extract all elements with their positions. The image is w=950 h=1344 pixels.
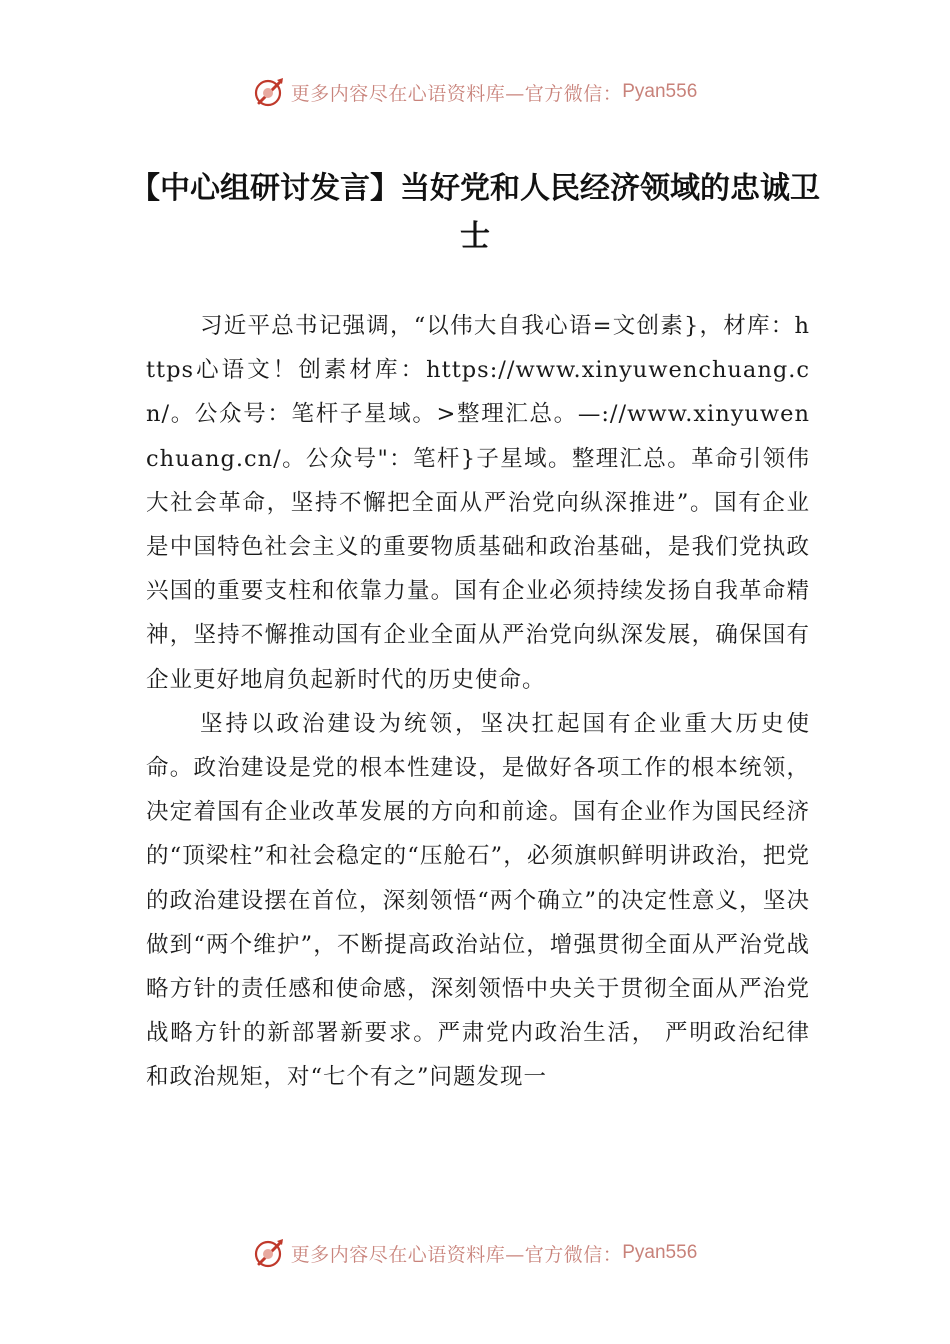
banner-wechat-id: Pyan556 (622, 81, 698, 102)
paragraph-2: 坚持以政治建设为统领，坚决扛起国有企业重大历史使命。政治建设是党的根本性建设，是做好各项工作的根本统领，决定着国有企业改革发展的方向和前途。国有企业作为国民经济的“顶梁柱”和社会稳定的“压舱石”，必须旗帜鲜明讲政治，把党的政治建设摆在首位，深刻领悟“两个确立”的决定性意义，坚决做到“两个维护”，不断提高政治站位，增强贯彻全面从严治党战略方针的责任感和使命感，深刻领悟中央关于贯彻全面从严治党战略方针的新部署新要求。严肃党内政治生活， 严明政治纪律和政治规矩，对“七个有之”问题发现一 (146, 710, 810, 1091)
paragraph-1: 习近平总书记强调，“以伟大自我心语=文创素}，材库：https心语文！创素材库：https://www.xinyuwenchuang.cn/。公众号：笔杆子星域。>整理汇总。—://www.xinyuwenchuang.cn/。公众号"：笔杆}子星域。整理汇总。革命引领伟大社会革命，坚持不懈把全面从严治党向纵深推进”。国有企业是中国特色社会主义的重要物质基础和政治基础，是我们党执政兴国的重要支柱和依靠力量。国有企业必须持续发扬自我革命精神，坚持不懈推动国有企业全面从严治党向纵深发展，确保国有企业更好地肩负起新时代的历史使命。 (146, 313, 810, 693)
header-banner (0, 72, 950, 112)
banner-slogan: 更多内容尽在心语资料库—官方微信： (290, 1243, 623, 1266)
red-pen-circle-logo-icon (253, 1236, 287, 1270)
document-body (146, 304, 810, 1100)
footer-banner (0, 1233, 950, 1273)
document-title: 【中心组研讨发言】当好党和人民经济领域的忠诚卫士 (130, 171, 820, 254)
red-pen-circle-logo-icon (253, 75, 287, 109)
banner-slogan: 更多内容尽在心语资料库—官方微信： (290, 82, 623, 105)
banner-wechat-id: Pyan556 (622, 1242, 698, 1263)
